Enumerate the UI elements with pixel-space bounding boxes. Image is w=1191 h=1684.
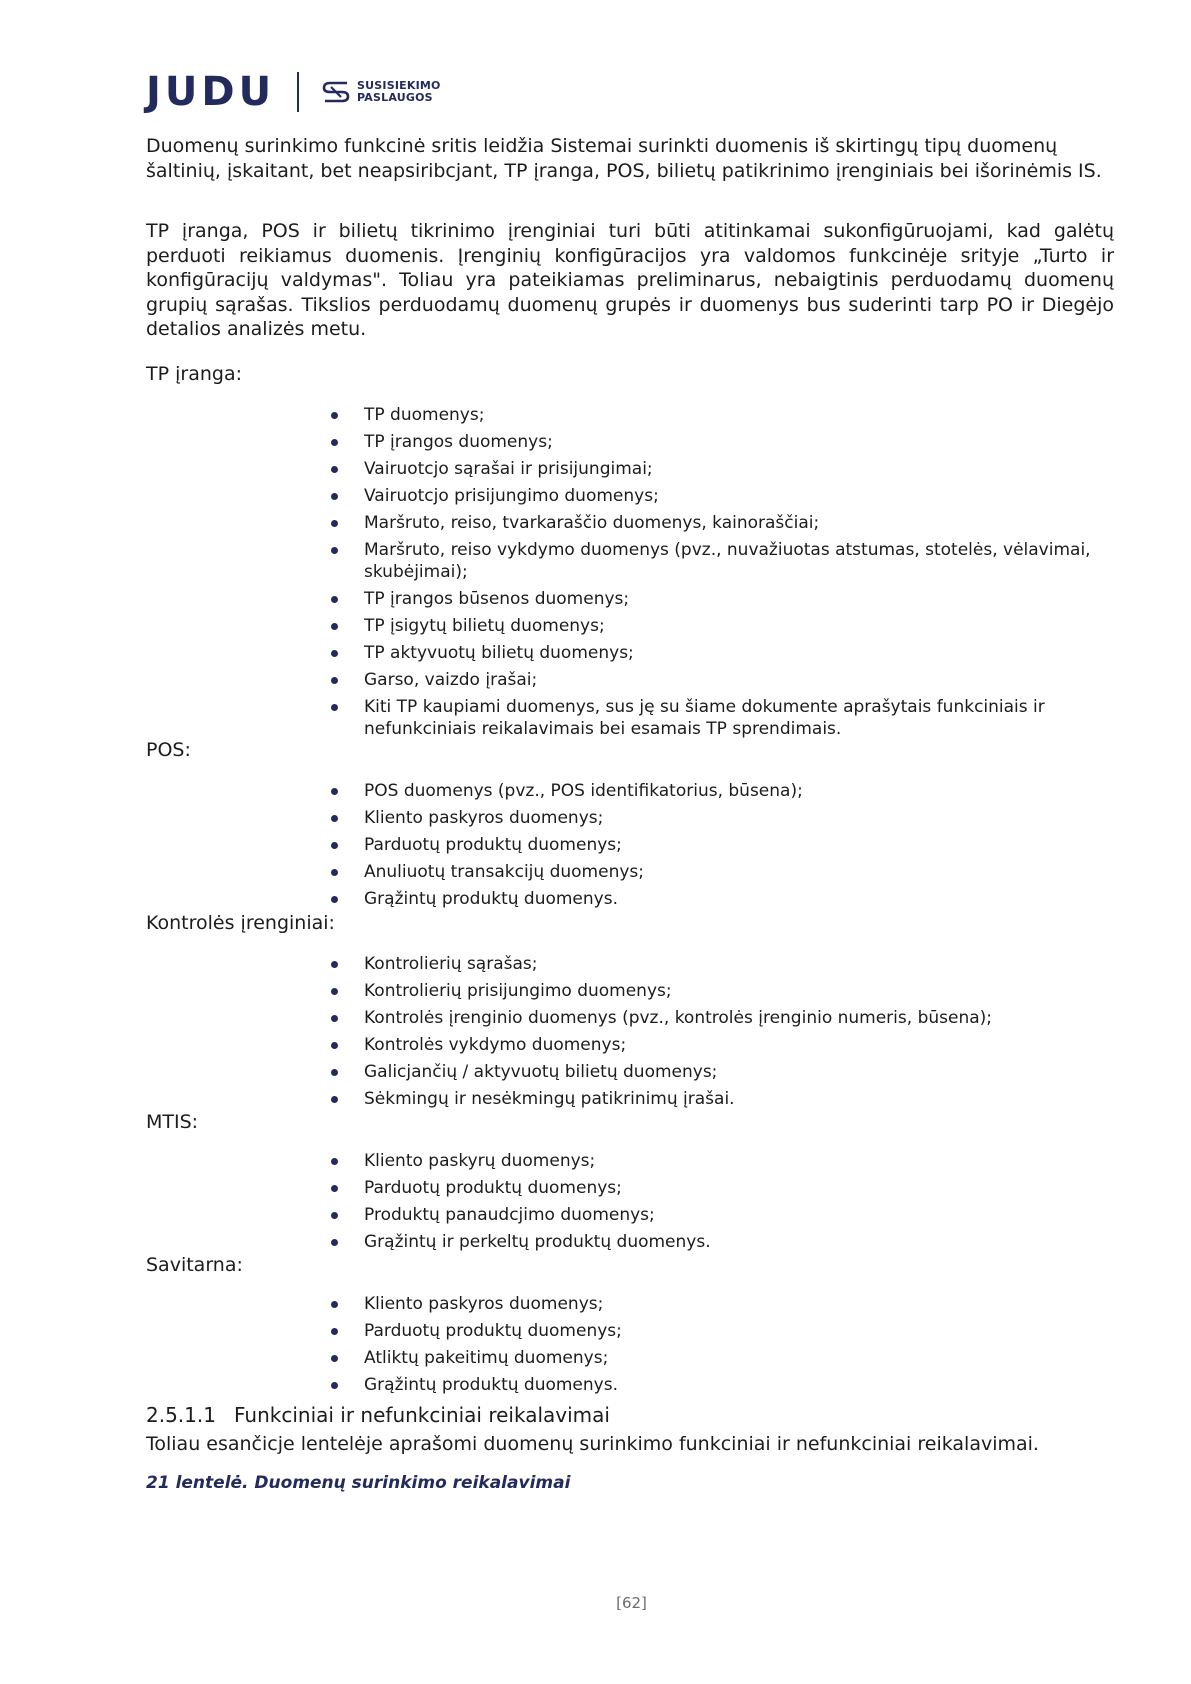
group-label-savitarna: Savitarna: [146, 1254, 243, 1276]
section-number: 2.5.1.1 [146, 1403, 216, 1427]
kontroles-irenginiai-list [322, 953, 1122, 1110]
group-label-pos: POS: [146, 739, 191, 761]
list-item: Kontrolės vykdymo duomenys; [322, 1034, 1122, 1056]
list-item: Vairuotcjo prisijungimo duomenys; [322, 485, 1122, 507]
list-item: TP įrangos būsenos duomenys; [322, 588, 1122, 610]
list-item: Maršruto, reiso, tvarkaraščio duomenys, kainoraščiai; [322, 512, 1122, 534]
pos-list [322, 780, 1122, 910]
list-item: Produktų panaudcjimo duomenys; [322, 1204, 1122, 1226]
list-item: Kliento paskyros duomenys; [322, 807, 1122, 829]
table-caption: 21 lentelė. Duomenų surinkimo reikalavimai [146, 1473, 571, 1493]
list-item: Galicjančių / aktyvuotų bilietų duomenys; [322, 1061, 1122, 1083]
list-item: Kontrolierių prisijungimo duomenys; [322, 980, 1122, 1002]
list-item: Parduotų produktų duomenys; [322, 1177, 1122, 1199]
mtis-list [322, 1150, 1122, 1253]
list-item: Kontrolės įrenginio duomenys (pvz., kontrolės įrenginio numeris, būsena); [322, 1007, 1122, 1029]
list-item: POS duomenys (pvz., POS identifikatorius, būsena); [322, 780, 1122, 802]
list-item: TP aktyvuotų bilietų duomenys; [322, 642, 1122, 664]
susisiekimo-paslaugos-logo [321, 79, 441, 105]
intro-paragraph-2: TP įranga, POS ir bilietų tikrinimo įrenginiai turi būti atitinkamai sukonfigūruojami, kad galėtų perduoti reikiamus duomenis. Įrenginių konfigūracijos yra valdomos funkcinėje srityje „Turto ir konfigūracijų valdymas". Toliau yra pateikiamas preliminarus, nebaigtinis perduodamų duomenų grupių sąrašas. Tikslios perduodamų duomenų grupės ir duomenys bus suderinti tarp PO ir Diegėjo detalios analizės metu. [146, 220, 1114, 340]
page-number: [62] [616, 1594, 647, 1612]
tp-iranga-list [322, 404, 1122, 740]
list-item: Kliento paskyrų duomenys; [322, 1150, 1122, 1172]
section-intro: Toliau esančicje lentelėje aprašomi duomenų surinkimo funkciniai ir nefunkciniai reikalavimai. [146, 1433, 1039, 1455]
list-item: Sėkmingų ir nesėkmingų patikrinimų įrašai. [322, 1088, 1122, 1110]
list-item: Kiti TP kaupiami duomenys, sus ję su šiame dokumente aprašytais funkciniais ir nefunkciniais reikalavimais bei esamais TP sprendimais. [322, 696, 1122, 740]
list-item: Vairuotcjo sąrašai ir prisijungimai; [322, 458, 1122, 480]
list-item: TP įrangos duomenys; [322, 431, 1122, 453]
intro-paragraph-1: Duomenų surinkimo funkcinė sritis leidžia Sistemai surinkti duomenis iš skirtingų tipų duomenų šaltinių, įskaitant, bet neapsiribcjant, TP įranga, POS, bilietų patikrinimo įrenginiais bei išorinėmis IS. [146, 135, 1102, 182]
list-item: Parduotų produktų duomenys; [322, 1320, 1122, 1342]
list-item: TP duomenys; [322, 404, 1122, 426]
group-label-tp-iranga: TP įranga: [146, 363, 242, 385]
list-item: Kliento paskyros duomenys; [322, 1293, 1122, 1315]
list-item: Garso, vaizdo įrašai; [322, 669, 1122, 691]
list-item: Grąžintų ir perkeltų produktų duomenys. [322, 1231, 1122, 1253]
list-item: Anuliuotų transakcijų duomenys; [322, 861, 1122, 883]
judu-logo: JUDU [146, 69, 276, 115]
section-heading [146, 1403, 610, 1427]
logo-divider [297, 72, 299, 112]
section-title: Funkciniai ir nefunkciniai reikalavimai [234, 1403, 610, 1427]
header-logo [146, 70, 441, 114]
list-item: Maršruto, reiso vykdymo duomenys (pvz., nuvažiuotas atstumas, stotelės, vėlavimai, skubėjimai); [322, 539, 1122, 583]
list-item: TP įsigytų bilietų duomenys; [322, 615, 1122, 637]
list-item: Atliktų pakeitimų duomenys; [322, 1347, 1122, 1369]
group-label-kontroles-irenginiai: Kontrolės įrenginiai: [146, 912, 335, 934]
list-item: Kontrolierių sąrašas; [322, 953, 1122, 975]
list-item: Parduotų produktų duomenys; [322, 834, 1122, 856]
logo-text-line1: SUSISIEKIMO [357, 79, 441, 92]
list-item: Grąžintų produktų duomenys. [322, 888, 1122, 910]
savitarna-list [322, 1293, 1122, 1396]
logo-text-line2: PASLAUGOS [357, 91, 433, 104]
group-label-mtis: MTIS: [146, 1111, 199, 1133]
sp-logo-mark-icon [321, 79, 351, 105]
list-item: Grąžintų produktų duomenys. [322, 1374, 1122, 1396]
